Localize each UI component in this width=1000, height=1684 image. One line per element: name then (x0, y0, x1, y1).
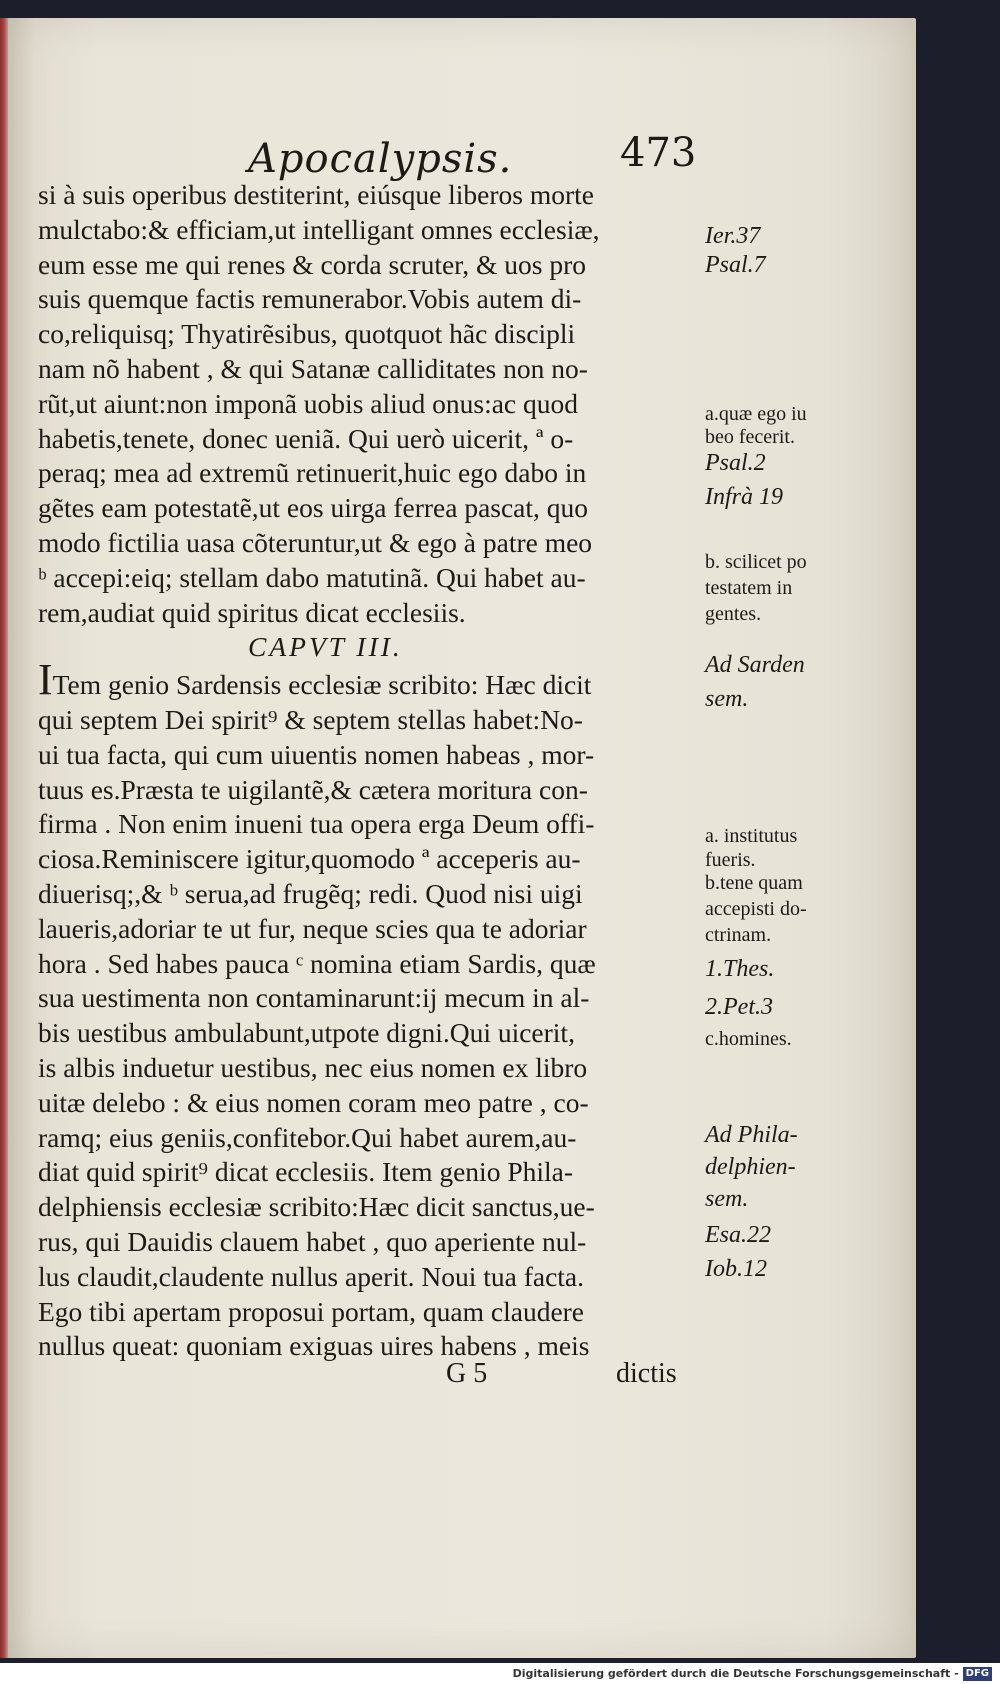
text-line: ᵇ accepi:eiq; stellam dabo matutinã. Qui habet au- (38, 561, 586, 593)
text-line: ui tua facta, qui cum uiuentis nomen habeas , mor- (38, 738, 595, 770)
book-page (8, 18, 916, 1658)
main-text-column (38, 178, 698, 1364)
chapter-heading: CAPVT III. (248, 631, 403, 663)
margin-note: a. institutus (705, 825, 798, 847)
text-line: habetis,tenete, donec ueniã. Qui uerò uicerit, ª o- (38, 422, 574, 454)
text-line: firma . Non enim inueni tua opera erga Deum offi- (38, 808, 595, 840)
text-line: rem,audiat quid spiritus dicat ecclesiis. (38, 596, 466, 628)
margin-note: Ad Sarden (705, 652, 805, 678)
text-line: suis quemque factis remunerabor.Vobis autem di- (38, 283, 582, 315)
margin-note: ctrinam. (705, 924, 772, 946)
text-line: bis uestibus ambulabunt,utpote digni.Qui uicerit, (38, 1017, 575, 1049)
margin-note: beo fecerit. (705, 426, 795, 448)
signature-mark: G 5 (446, 1358, 488, 1389)
text-line: nullus queat: quoniam exiguas uires habens , meis (38, 1330, 590, 1362)
margin-note: a.quæ ego iu (705, 403, 807, 425)
text-line: rus, qui Dauidis clauem habet , quo aperiente nul- (38, 1225, 587, 1257)
margin-note: Psal.7 (705, 252, 766, 278)
margin-note: testatem in (705, 577, 793, 599)
margin-note: c.homines. (705, 1028, 792, 1050)
text-line: qui septem Dei spirit⁹ & septem stellas habet:No- (38, 703, 583, 735)
drop-cap: I (38, 665, 53, 703)
text-line: ramq; eius geniis,confitebor.Qui habet aurem,au- (38, 1121, 577, 1153)
margin-note: Infrà 19 (705, 484, 783, 510)
text-line: co,reliquisq; Thyatirẽsibus, quotquot hãc discipli (38, 318, 576, 350)
margin-note: sem. (705, 1186, 749, 1212)
margin-note: accepisti do- (705, 898, 807, 920)
text-line: ciosa.Reminiscere igitur,quomodo ª acceperis au- (38, 843, 581, 875)
text-line: laueris,adoriar te ut fur, neque scies qua te adoriar (38, 912, 587, 944)
text-line: peraq; mea ad extremũ retinuerit,huic ego dabo in (38, 457, 587, 489)
text-line: hora . Sed habes pauca ᶜ nomina etiam Sardis, quæ (38, 947, 596, 979)
credit-text: Digitalisierung gefördert durch die Deutsche Forschungsgemeinschaft - (512, 1667, 959, 1680)
text-line: modo fictilia uasa cõteruntur,ut & ego à patre meo (38, 526, 593, 558)
text-line: nam nõ habent , & qui Satanæ calliditates non no- (38, 352, 588, 384)
text-line: delphiensis ecclesiæ scribito:Hæc dicit sanctus,ue- (38, 1191, 595, 1223)
text-line: Ego tibi apertam proposui portam, quam claudere (38, 1295, 585, 1327)
text-line: mulctabo:& efficiam,ut intelligant omnes ecclesiæ, (38, 213, 600, 245)
margin-note: Esa.22 (705, 1222, 771, 1248)
margin-note: Ier.37 (705, 223, 761, 249)
text-line: sua uestimenta non contaminarunt:ij mecum in al- (38, 982, 590, 1014)
margin-note: sem. (705, 686, 749, 712)
margin-note: b.tene quam (705, 872, 803, 894)
digitization-credit (513, 1663, 992, 1684)
margin-note: gentes. (705, 603, 762, 625)
margin-note: 2.Pet.3 (705, 994, 773, 1020)
text-line-dropcap (38, 665, 698, 703)
text-line: diuerisq;,& ᵇ serua,ad frugẽq; redi. Quod nisi uigi (38, 877, 583, 909)
page-number: 473 (620, 130, 697, 176)
text-line: gẽtes eam potestatẽ,ut eos uirga ferrea pascat, quo (38, 492, 589, 524)
catchword: dictis (616, 1358, 677, 1389)
margin-note: Iob.12 (705, 1256, 767, 1282)
margin-note: Psal.2 (705, 450, 766, 476)
text-line: rũt,ut aiunt:non imponã uobis aliud onus:ac quod (38, 387, 579, 419)
margin-note: delphien- (705, 1154, 796, 1180)
text-line: tuus es.Præsta te uigilantẽ,& cætera moritura con- (38, 773, 588, 805)
text-line: uitæ delebo : & eius nomen coram meo patre , co- (38, 1086, 589, 1118)
running-head: Apocalypsis. (248, 136, 513, 182)
margin-note: Ad Phila- (705, 1122, 798, 1148)
margin-note: fueris. (705, 849, 756, 871)
text-line: Tem genio Sardensis ecclesiæ scribito: Hæc dicit (52, 669, 592, 701)
dfg-logo: DFG (963, 1667, 992, 1681)
text-line: si à suis operibus destiterint, eiúsque liberos morte (38, 179, 595, 210)
margin-note: 1.Thes. (705, 956, 775, 982)
text-line: diat quid spirit⁹ dicat ecclesiis. Item genio Phila- (38, 1156, 574, 1188)
text-line: eum esse me qui renes & corda scruter, & uos pro (38, 248, 586, 280)
margin-note: b. scilicet po (705, 551, 807, 573)
text-line: lus claudit,claudente nullus aperit. Noui tua facta. (38, 1260, 584, 1292)
text-line: is albis induetur uestibus, nec eius nomen ex libro (38, 1051, 588, 1083)
